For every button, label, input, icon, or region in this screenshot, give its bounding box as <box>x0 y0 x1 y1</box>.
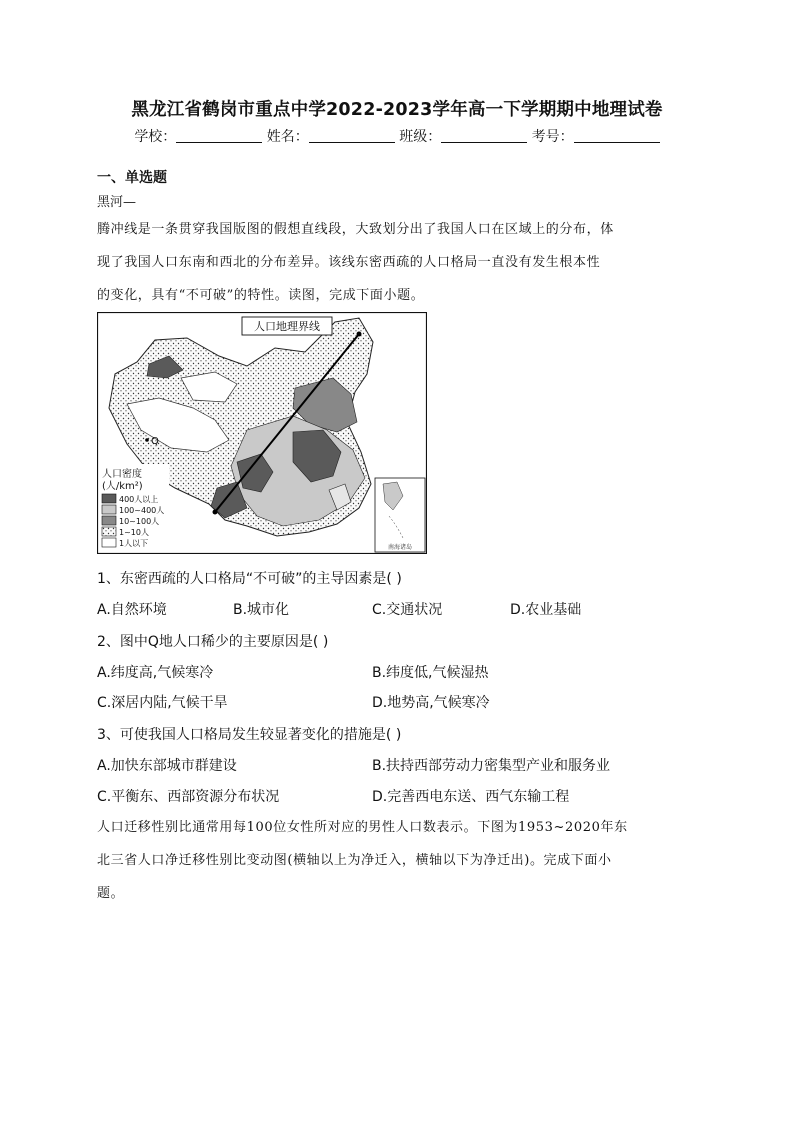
passage-2-line: 题。 <box>97 886 125 901</box>
question-2: 2、图中Q地人口稀少的主要原因是( ) <box>97 634 329 650</box>
question-1: 1、东密西疏的人口格局“不可破”的主导因素是( ) <box>97 571 402 587</box>
legend-swatch <box>102 538 116 547</box>
legend-swatch <box>102 527 116 536</box>
inset-label: 南海诸岛 <box>387 544 413 551</box>
q2-option-b[interactable]: B.纬度低,气候湿热 <box>372 665 489 681</box>
legend-label: 1人以下 <box>119 539 149 548</box>
passage-2-line: 北三省人口净迁移性别比变动图(横轴以上为净迁入，横轴以下为净迁出)。完成下面小 <box>97 853 612 868</box>
boundary-label: 人口地理界线 <box>254 320 320 333</box>
legend-label: 100~400人 <box>119 506 165 515</box>
legend-swatch <box>102 516 116 525</box>
q-marker: Q <box>151 436 159 447</box>
exam-no-blank[interactable] <box>574 128 660 143</box>
passage-1-line: 的变化，具有“不可破”的特性。读图，完成下面小题。 <box>97 288 425 303</box>
section-title: 一、单选题 <box>97 170 167 186</box>
q-point <box>145 438 149 442</box>
q3-option-b[interactable]: B.扶持西部劳动力密集型产业和服务业 <box>372 758 611 774</box>
legend-title: 人口密度 <box>102 469 142 480</box>
legend-swatch <box>102 494 116 503</box>
school-blank[interactable] <box>176 128 262 143</box>
legend-unit: (人/km²) <box>102 481 143 492</box>
exam-title: 黑龙江省鹤岗市重点中学2022-2023学年高一下学期期中地理试卷 <box>131 100 663 120</box>
legend-label: 400人以上 <box>119 495 159 504</box>
q2-option-d[interactable]: D.地势高,气候寒冷 <box>372 695 490 711</box>
q1-option-a[interactable]: A.自然环境 <box>97 602 167 618</box>
passage-1-line: 现了我国人口东南和西北的分布差异。该线东密西疏的人口格局一直没有发生根本性 <box>97 255 601 270</box>
class-label: 班级： <box>399 129 442 145</box>
population-density-map <box>97 312 427 554</box>
legend-swatch <box>102 505 116 514</box>
name-label: 姓名： <box>266 129 309 145</box>
q1-option-d[interactable]: D.农业基础 <box>510 602 582 618</box>
q2-option-c[interactable]: C.深居内陆,气候干旱 <box>97 695 228 711</box>
question-3: 3、可使我国人口格局发生较显著变化的措施是( ) <box>97 727 402 743</box>
passage-2 <box>97 811 697 910</box>
tengchong-point <box>213 510 218 515</box>
legend-label: 10~100人 <box>119 517 160 526</box>
name-blank[interactable] <box>309 128 395 143</box>
passage-1 <box>97 213 697 312</box>
student-info-line <box>0 126 794 146</box>
legend-label: 1~10人 <box>119 528 149 537</box>
exam-no-label: 考号： <box>531 129 574 145</box>
passage-1-line: 腾冲线是一条贯穿我国版图的假想直线段，大致划分出了我国人口在区域上的分布，体 <box>97 222 614 237</box>
q3-option-c[interactable]: C.平衡东、西部资源分布状况 <box>97 789 280 805</box>
q2-option-a[interactable]: A.纬度高,气候寒冷 <box>97 665 214 681</box>
passage-2-line: 人口迁移性别比通常用每100位女性所对应的男性人口数表示。下图为1953~2020年东 <box>97 820 628 835</box>
q1-option-b[interactable]: B.城市化 <box>233 602 290 618</box>
q3-option-a[interactable]: A.加快东部城市群建设 <box>97 758 237 774</box>
q1-option-c[interactable]: C.交通状况 <box>372 602 443 618</box>
school-label: 学校： <box>134 129 177 145</box>
heihe-point <box>357 332 362 337</box>
watermark-text: 黑河— <box>97 195 137 210</box>
q3-option-d[interactable]: D.完善西电东送、西气东输工程 <box>372 789 570 805</box>
class-blank[interactable] <box>441 128 527 143</box>
